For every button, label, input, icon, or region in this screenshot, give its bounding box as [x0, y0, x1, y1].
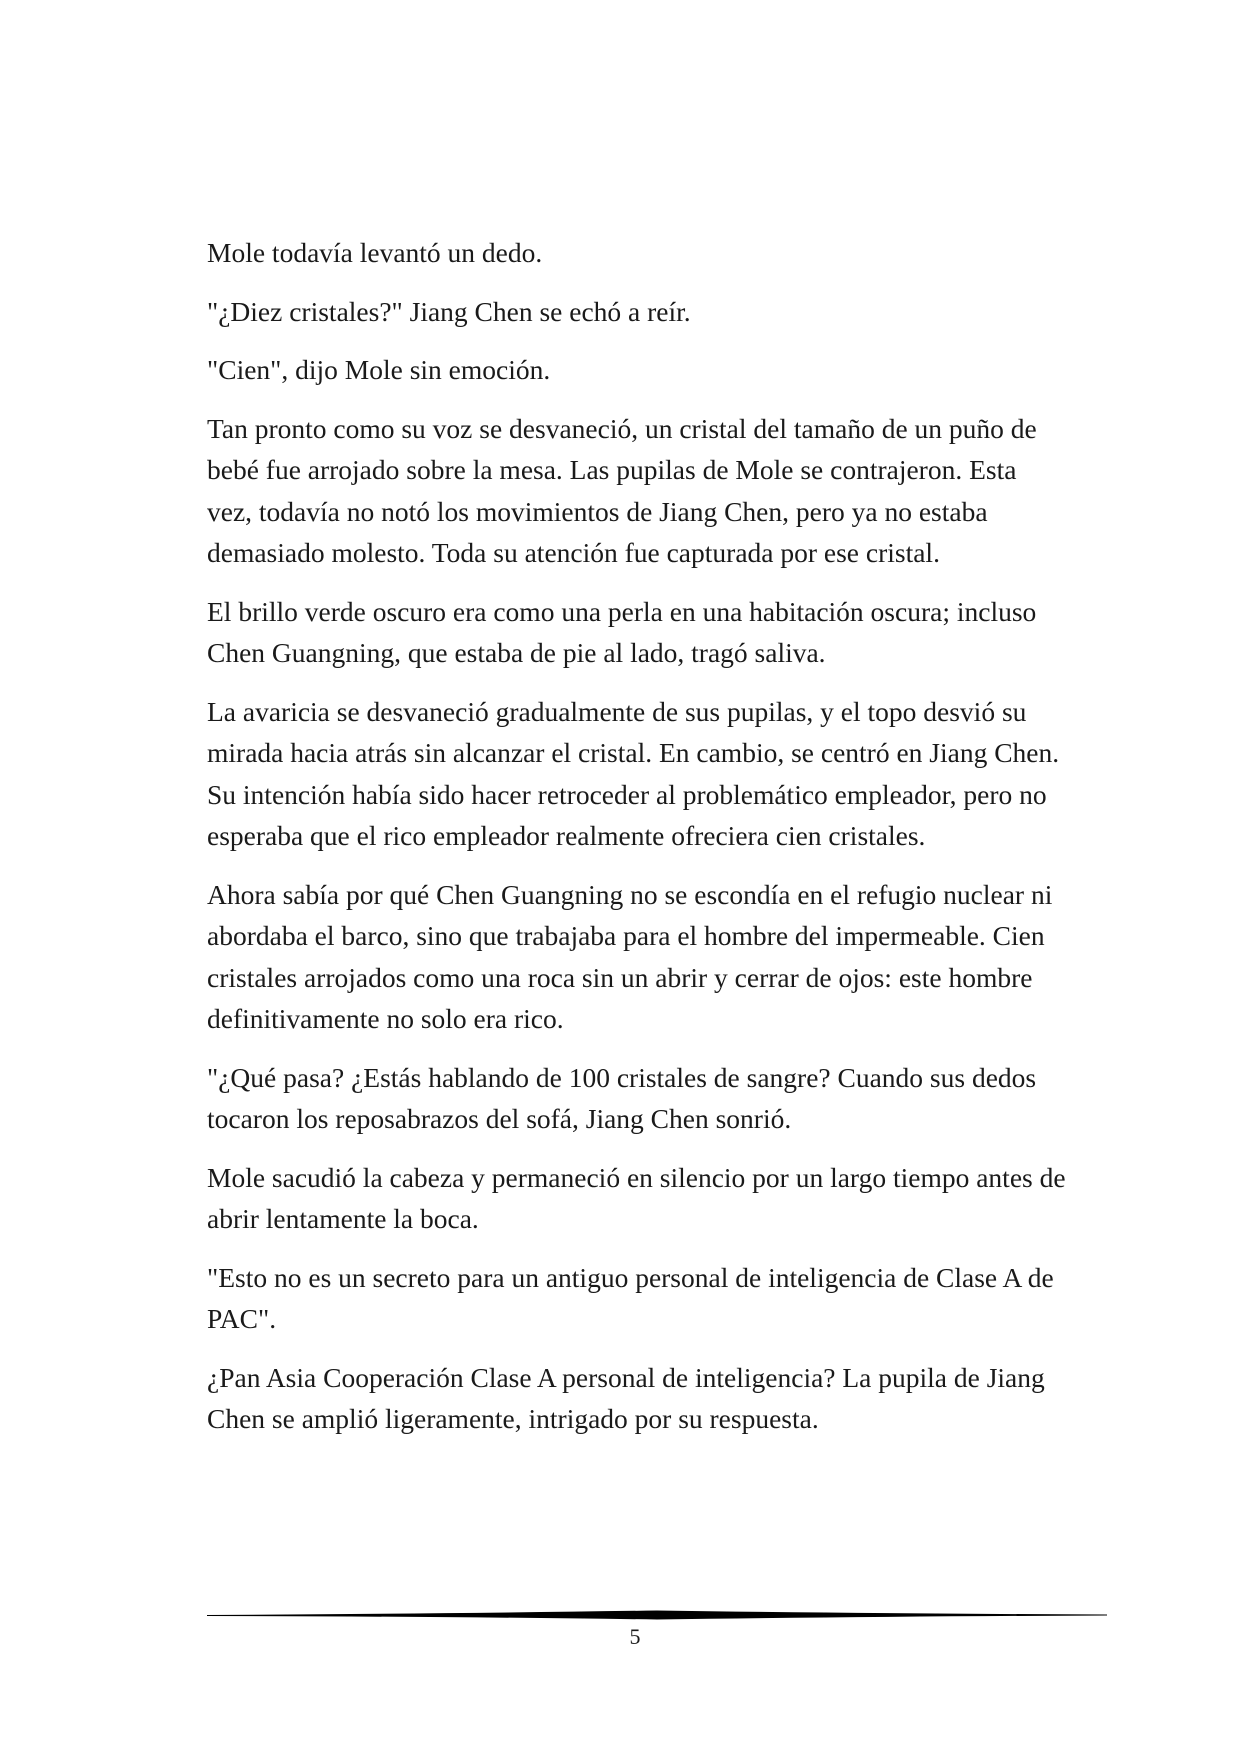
paragraph: Ahora sabía por qué Chen Guangning no se escondía en el refugio nuclear ni abordaba el barco, sino que trabajaba para el hombre del impermeable. Cien cristales arrojados como una roca sin un abrir y cerrar de ojos: este hombre definitivamente no solo era rico.: [207, 878, 1053, 1034]
paragraph: El brillo verde oscuro era como una perla en una habitación oscura; incluso Chen Guangning, que estaba de pie al lado, tragó saliva.: [207, 595, 1037, 668]
paragraph: "¿Qué pasa? ¿Estás hablando de 100 cristales de sangre? Cuando sus dedos tocaron los reposabrazos del sofá, Jiang Chen sonrió.: [207, 1061, 1037, 1134]
paragraph: Mole sacudió la cabeza y permaneció en silencio por un largo tiempo antes de abrir lentamente la boca.: [207, 1161, 1066, 1234]
page-body: [207, 232, 1067, 1457]
paragraph: La avaricia se desvaneció gradualmente de sus pupilas, y el topo desvió su mirada hacia atrás sin alcanzar el cristal. En cambio, se centró en Jiang Chen. Su intención había sido hacer retroceder al problemático empleador, pero no esperaba que el rico empleador realmente ofreciera cien cristales.: [207, 695, 1060, 851]
page-number: 5: [629, 1624, 641, 1649]
paragraph: Tan pronto como su voz se desvaneció, un cristal del tamaño de un puño de bebé fue arrojado sobre la mesa. Las pupilas de Mole se contrajeron. Esta vez, todavía no notó los movimientos de Jiang Chen, pero ya no estaba demasiado molesto. Toda su atención fue capturada por ese cristal.: [207, 412, 1037, 568]
paragraph: "Esto no es un secreto para un antiguo personal de inteligencia de Clase A de PAC".: [207, 1261, 1054, 1334]
paragraph: "¿Diez cristales?" Jiang Chen se echó a reír.: [207, 295, 691, 327]
paragraph: "Cien", dijo Mole sin emoción.: [207, 354, 551, 385]
footer-rule: [207, 1608, 1107, 1622]
paragraph: Mole todavía levantó un dedo.: [207, 237, 543, 268]
paragraph: ¿Pan Asia Cooperación Clase A personal de inteligencia? La pupila de Jiang Chen se amplió ligeramente, intrigado por su respuesta.: [207, 1361, 1045, 1434]
